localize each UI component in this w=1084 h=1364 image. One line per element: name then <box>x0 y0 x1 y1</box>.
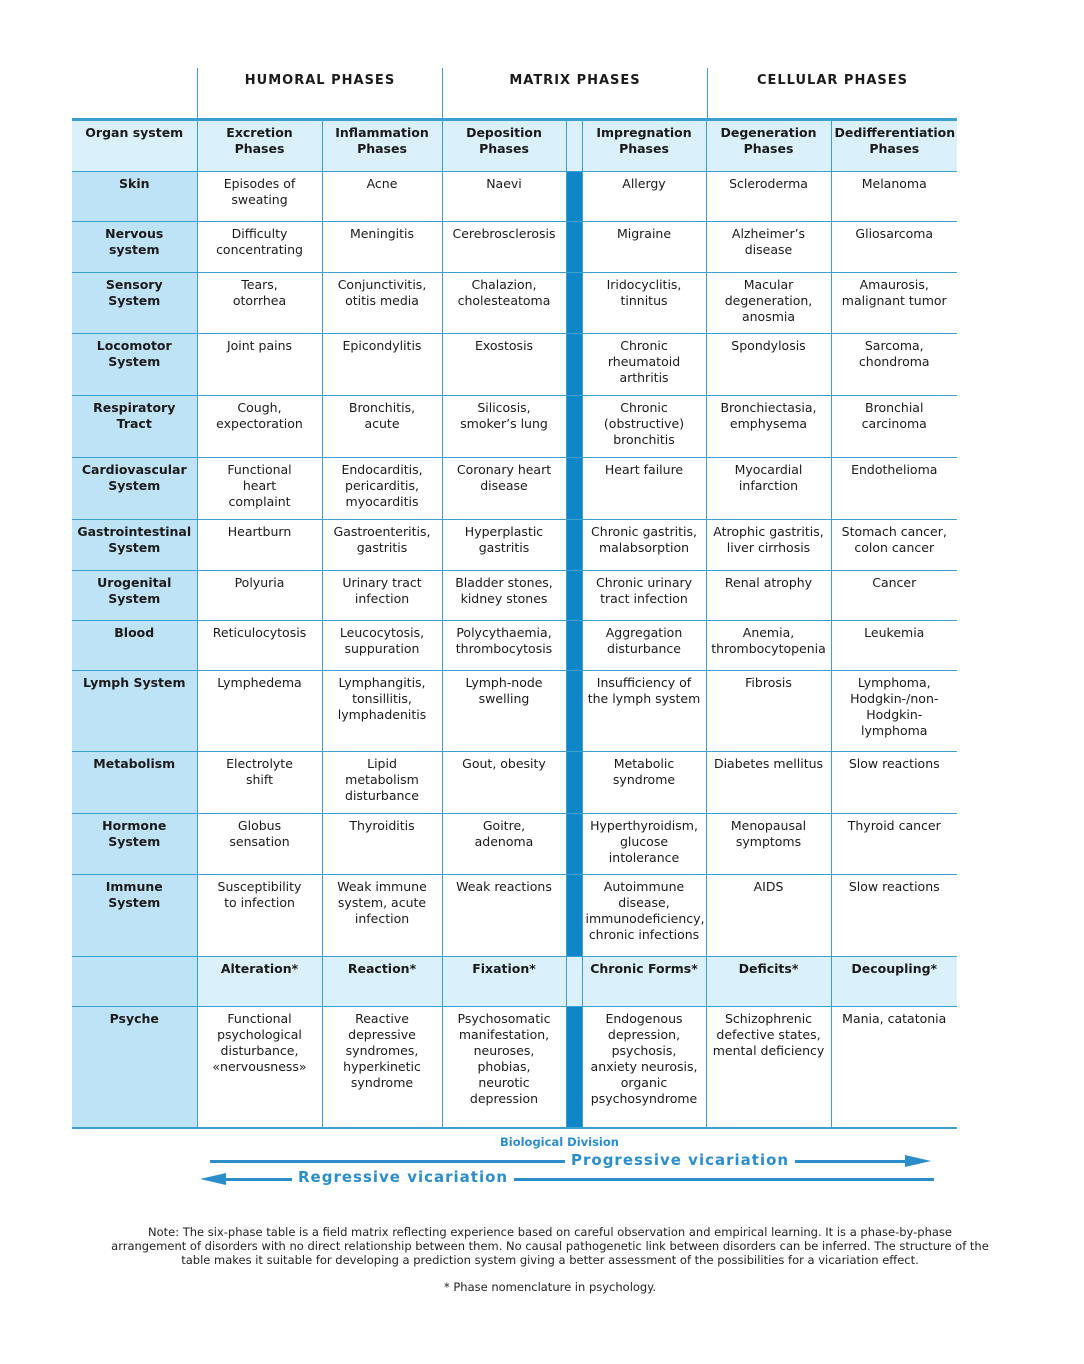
table-row <box>72 334 957 396</box>
disorder-cell: Polyuria <box>197 571 322 621</box>
progressive-vicariation-label: Progressive vicariation <box>565 1151 795 1169</box>
disorder-cell: Gout, obesity <box>442 752 566 814</box>
biological-division-bar <box>566 814 582 875</box>
disorder-cell: Endogenous depression, psychosis, anxiety neurosis, organic psychosyndrome <box>582 1007 706 1128</box>
disorder-cell: Atrophic gastritis, liver cirrhosis <box>706 520 831 571</box>
biological-division-bar <box>566 334 582 396</box>
disorder-cell: Heart failure <box>582 458 706 520</box>
column-header-deposition: Deposition Phases <box>442 120 566 172</box>
disorder-cell: Gastroenteritis, gastritis <box>322 520 442 571</box>
biological-division-bar <box>566 621 582 671</box>
disorder-cell: Spondylosis <box>706 334 831 396</box>
disorder-cell: Functional psychological disturbance, «nervousness» <box>197 1007 322 1128</box>
table-row <box>72 1007 957 1128</box>
disorder-cell: Exostosis <box>442 334 566 396</box>
psyche-phase-header-row <box>72 957 957 1007</box>
disorder-cell: Susceptibility to infection <box>197 875 322 957</box>
organ-system-cell: Nervous system <box>72 222 197 273</box>
disorder-cell: Heartburn <box>197 520 322 571</box>
column-header-degeneration: Degeneration Phases <box>706 120 831 172</box>
disorder-cell: Metabolic syndrome <box>582 752 706 814</box>
table-row <box>72 571 957 621</box>
disorder-cell: Diabetes mellitus <box>706 752 831 814</box>
disorder-cell: Chronic gastritis, malabsorption <box>582 520 706 571</box>
disorder-cell: Cerebrosclerosis <box>442 222 566 273</box>
disorder-cell: Menopausal symptoms <box>706 814 831 875</box>
phase-group-header <box>72 68 957 118</box>
disorder-cell: Insufficiency of the lymph system <box>582 671 706 752</box>
column-header-excretion: Excretion Phases <box>197 120 322 172</box>
disorder-cell: Fibrosis <box>706 671 831 752</box>
disorder-cell: Bronchiectasia, emphysema <box>706 396 831 458</box>
disorder-cell: Endothelioma <box>831 458 957 520</box>
disorder-cell: Episodes of sweating <box>197 172 322 222</box>
disorder-cell: Meningitis <box>322 222 442 273</box>
footnote: * Phase nomenclature in psychology. <box>443 1280 657 1294</box>
table-row <box>72 621 957 671</box>
biological-division-bar <box>566 172 582 222</box>
six-phase-table <box>72 118 957 1129</box>
column-header-organ-system: Organ system <box>72 120 197 172</box>
disorder-cell: Alzheimer’s disease <box>706 222 831 273</box>
organ-system-cell: Sensory System <box>72 273 197 334</box>
psyche-phase-header: Reaction* <box>322 957 442 1007</box>
biological-division-bar <box>566 957 582 1007</box>
disorder-cell: Leucocytosis, suppuration <box>322 621 442 671</box>
disorder-cell: Conjunctivitis, otitis media <box>322 273 442 334</box>
disorder-cell: Endocarditis, pericarditis, myocarditis <box>322 458 442 520</box>
biological-division-bar <box>566 752 582 814</box>
biological-division-bar <box>566 222 582 273</box>
biological-division-label: Biological Division <box>500 1135 619 1149</box>
disorder-cell: Lymphoma, Hodgkin-/non- Hodgkin- lymphoma <box>831 671 957 752</box>
note-paragraph: Note: The six-phase table is a field matrix reflecting experience based on careful observation and empirical learning. It is a phase-by-phase arrangement of disorders with no direct relationship between them. No causal pathogenetic link between disorders can be inferred. The structure of the table makes it suitable for developing a prediction system giving a better assessment of the possibilities for a vicariation effect. <box>111 1225 989 1267</box>
cellular-phases-heading: CELLULAR PHASES <box>756 73 909 88</box>
disorder-cell: Weak immune system, acute infection <box>322 875 442 957</box>
disorder-cell: Bronchitis, acute <box>322 396 442 458</box>
disorder-cell: Autoimmune disease, immunodeficiency, chronic infections <box>582 875 706 957</box>
disorder-cell: Goitre, adenoma <box>442 814 566 875</box>
disorder-cell: Slow reactions <box>831 875 957 957</box>
disorder-cell: Epicondylitis <box>322 334 442 396</box>
disorder-cell: Mania, catatonia <box>831 1007 957 1128</box>
disorder-cell: Lymphangitis, tonsillitis, lymphadenitis <box>322 671 442 752</box>
disorder-cell: Difficulty concentrating <box>197 222 322 273</box>
organ-system-cell: Skin <box>72 172 197 222</box>
disorder-cell: Anemia, thrombocytopenia <box>706 621 831 671</box>
organ-system-cell: Urogenital System <box>72 571 197 621</box>
table-row <box>72 222 957 273</box>
disorder-cell: Thyroiditis <box>322 814 442 875</box>
disorder-cell: Joint pains <box>197 334 322 396</box>
column-header-impregnation: Impregnation Phases <box>582 120 706 172</box>
disorder-cell: Lymphedema <box>197 671 322 752</box>
organ-system-cell: Hormone System <box>72 814 197 875</box>
disorder-cell: Aggregation disturbance <box>582 621 706 671</box>
disorder-cell: Silicosis, smoker’s lung <box>442 396 566 458</box>
disorder-cell: Migraine <box>582 222 706 273</box>
table-row <box>72 273 957 334</box>
progressive-arrow-line <box>210 1160 915 1163</box>
psyche-phase-header: Fixation* <box>442 957 566 1007</box>
matrix-phases-heading: MATRIX PHASES <box>509 73 641 88</box>
organ-system-cell: Blood <box>72 621 197 671</box>
psyche-phase-header: Decoupling* <box>831 957 957 1007</box>
disorder-cell: Thyroid cancer <box>831 814 957 875</box>
biological-division-bar <box>566 273 582 334</box>
biological-division-bar <box>566 571 582 621</box>
organ-system-cell: Psyche <box>72 1007 197 1128</box>
disorder-cell: Weak reactions <box>442 875 566 957</box>
organ-system-cell: Metabolism <box>72 752 197 814</box>
disorder-cell: Psychosomatic manifestation, neuroses, phobias, neurotic depression <box>442 1007 566 1128</box>
disorder-cell: Schizophrenic defective states, mental deficiency <box>706 1007 831 1128</box>
disorder-cell: Hyperthyroidism, glucose intolerance <box>582 814 706 875</box>
disorder-cell: Cancer <box>831 571 957 621</box>
disorder-cell: Stomach cancer, colon cancer <box>831 520 957 571</box>
organ-system-cell: Respiratory Tract <box>72 396 197 458</box>
table-row <box>72 458 957 520</box>
disorder-cell: Reticulocytosis <box>197 621 322 671</box>
disorder-cell: Globus sensation <box>197 814 322 875</box>
table-row <box>72 520 957 571</box>
biological-division-bar <box>566 671 582 752</box>
disorder-cell: Gliosarcoma <box>831 222 957 273</box>
table-row <box>72 752 957 814</box>
column-header-row <box>72 120 957 172</box>
column-header-dedifferentiation: Dedifferentiation Phases <box>831 120 957 172</box>
psyche-phase-header: Deficits* <box>706 957 831 1007</box>
disorder-cell: Macular degeneration, anosmia <box>706 273 831 334</box>
disorder-cell: Scleroderma <box>706 172 831 222</box>
organ-system-cell <box>72 957 197 1007</box>
organ-system-cell: Immune System <box>72 875 197 957</box>
disorder-cell: Chronic rheumatoid arthritis <box>582 334 706 396</box>
disorder-cell: Reactive depressive syndromes, hyperkinetic syndrome <box>322 1007 442 1128</box>
table-row <box>72 875 957 957</box>
disorder-cell: Leukemia <box>831 621 957 671</box>
disorder-cell: Sarcoma, chondroma <box>831 334 957 396</box>
biological-division-bar <box>566 520 582 571</box>
disorder-cell: Lipid metabolism disturbance <box>322 752 442 814</box>
disorder-cell: Electrolyte shift <box>197 752 322 814</box>
disorder-cell: Urinary tract infection <box>322 571 442 621</box>
table-row <box>72 814 957 875</box>
disorder-cell: Bladder stones, kidney stones <box>442 571 566 621</box>
disorder-cell: Chalazion, cholesteatoma <box>442 273 566 334</box>
disorder-cell: Bronchial carcinoma <box>831 396 957 458</box>
disorder-cell: AIDS <box>706 875 831 957</box>
psyche-phase-header: Chronic Forms* <box>582 957 706 1007</box>
disorder-cell: Allergy <box>582 172 706 222</box>
biological-division-bar <box>566 458 582 520</box>
organ-system-cell: Lymph System <box>72 671 197 752</box>
biological-division-bar <box>566 1007 582 1128</box>
table-row <box>72 172 957 222</box>
left-arrowhead-icon <box>200 1171 226 1187</box>
disorder-cell: Lymph-node swelling <box>442 671 566 752</box>
organ-system-cell: Cardiovascular System <box>72 458 197 520</box>
disorder-cell: Acne <box>322 172 442 222</box>
column-header-inflammation: Inflammation Phases <box>322 120 442 172</box>
right-arrowhead-icon <box>905 1153 931 1169</box>
disorder-cell: Amaurosis, malignant tumor <box>831 273 957 334</box>
organ-system-cell: Gastrointestinal System <box>72 520 197 571</box>
disorder-cell: Iridocyclitis, tinnitus <box>582 273 706 334</box>
disorder-cell: Slow reactions <box>831 752 957 814</box>
disorder-cell: Renal atrophy <box>706 571 831 621</box>
humoral-phases-heading: HUMORAL PHASES <box>244 73 396 88</box>
disorder-cell: Cough, expectoration <box>197 396 322 458</box>
disorder-cell: Chronic urinary tract infection <box>582 571 706 621</box>
table-row <box>72 671 957 752</box>
disorder-cell: Naevi <box>442 172 566 222</box>
disorder-cell: Polycythaemia, thrombocytosis <box>442 621 566 671</box>
disorder-cell: Melanoma <box>831 172 957 222</box>
table-row <box>72 396 957 458</box>
disorder-cell: Coronary heart disease <box>442 458 566 520</box>
biological-division-bar <box>566 396 582 458</box>
psyche-phase-header: Alteration* <box>197 957 322 1007</box>
organ-system-cell: Locomotor System <box>72 334 197 396</box>
disorder-cell: Myocardial infarction <box>706 458 831 520</box>
regressive-vicariation-label: Regressive vicariation <box>292 1168 514 1186</box>
biological-division-bar <box>566 120 582 172</box>
disorder-cell: Chronic (obstructive) bronchitis <box>582 396 706 458</box>
disorder-cell: Tears, otorrhea <box>197 273 322 334</box>
disorder-cell: Hyperplastic gastritis <box>442 520 566 571</box>
disorder-cell: Functional heart complaint <box>197 458 322 520</box>
biological-division-bar <box>566 875 582 957</box>
